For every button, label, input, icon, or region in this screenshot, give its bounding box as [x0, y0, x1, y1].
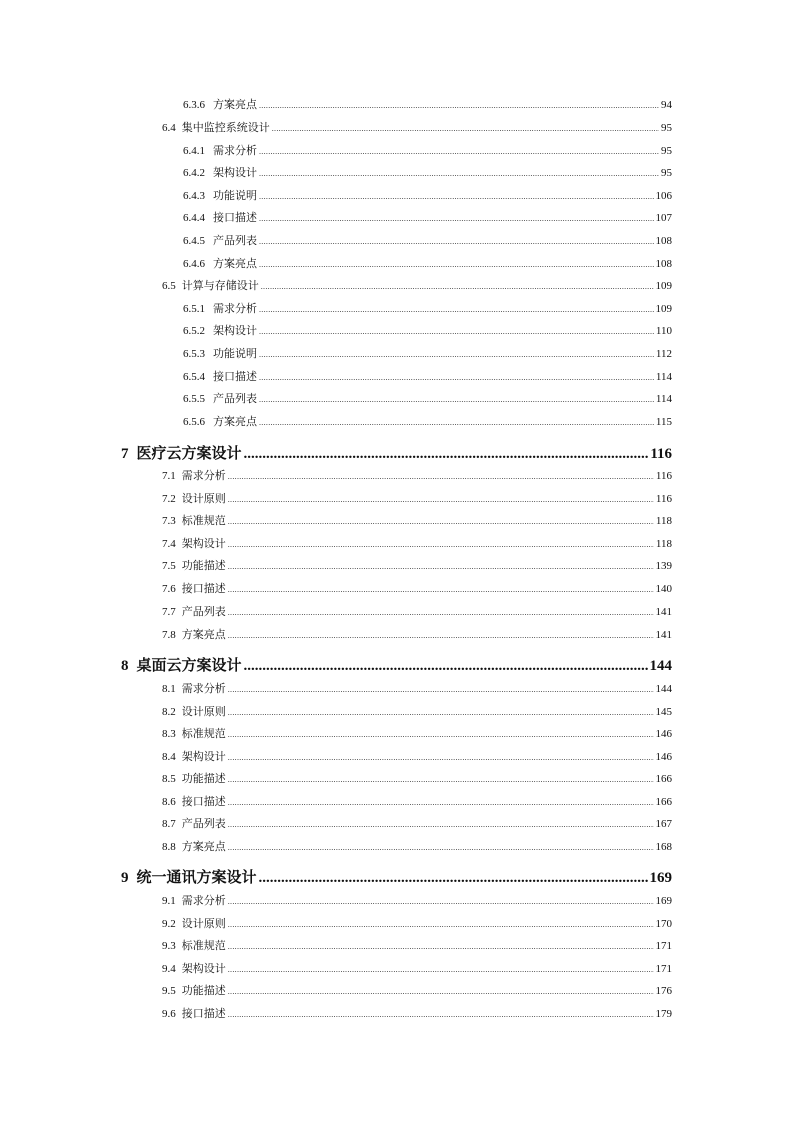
- toc-entry[interactable]: [183, 96, 672, 112]
- toc-entry[interactable]: [162, 815, 672, 831]
- toc-entry[interactable]: [183, 368, 672, 384]
- toc-entry-number: 6.5.4: [183, 371, 205, 383]
- toc-entry[interactable]: [183, 164, 672, 180]
- toc-entry-number: 9.2: [162, 918, 176, 930]
- toc-entry-number: 8.4: [162, 751, 176, 763]
- toc-entry-page: 141: [655, 606, 672, 618]
- toc-entry-number: 6.5.6: [183, 416, 205, 428]
- toc-entry-page: 95: [661, 167, 672, 179]
- toc-entry-number: 6.4.6: [183, 258, 205, 270]
- toc-entry[interactable]: [162, 680, 672, 696]
- toc-entry[interactable]: [162, 277, 672, 293]
- dot-leader: [228, 820, 654, 829]
- toc-entry-title: 桌面云方案设计: [136, 658, 242, 674]
- toc-entry[interactable]: [162, 770, 672, 786]
- toc-entry-title: 接口描述: [181, 796, 226, 808]
- toc-entry-page: 170: [655, 918, 672, 930]
- toc-entry-page: 95: [661, 145, 672, 157]
- toc-entry-page: 112: [655, 348, 672, 360]
- toc-entry-page: 144: [655, 683, 672, 695]
- toc-entry-page: 115: [655, 416, 672, 428]
- toc-entry-title: 需求分析: [181, 895, 226, 907]
- toc-entry-title: 架构设计: [213, 167, 257, 179]
- toc-entry[interactable]: [183, 300, 672, 316]
- dot-leader: [259, 192, 654, 201]
- dot-leader: [259, 237, 654, 246]
- dot-leader: [259, 305, 654, 314]
- dot-leader: [261, 282, 654, 291]
- toc-entry-number: 6.4.4: [183, 212, 205, 224]
- toc-entry-page: 167: [655, 818, 672, 830]
- toc-entry-title: 方案亮点: [181, 841, 226, 853]
- toc-entry-number: 8.5: [162, 773, 176, 785]
- dot-leader: [228, 585, 654, 594]
- toc-entry-title: 产品列表: [181, 606, 226, 618]
- toc-entry[interactable]: [183, 322, 672, 338]
- dot-leader: [228, 562, 654, 571]
- toc-entry-page: 95: [661, 122, 672, 134]
- dot-leader: [259, 260, 654, 269]
- toc-entry-page: 141: [655, 629, 672, 641]
- toc-entry-number: 7.8: [162, 629, 176, 641]
- toc-entry-title: 功能说明: [213, 348, 257, 360]
- toc-entry-title: 产品列表: [213, 393, 257, 405]
- dot-leader: [228, 987, 654, 996]
- toc-entry-title: 计算与存储设计: [181, 280, 259, 292]
- toc-entry-number: 6.5.1: [183, 303, 205, 315]
- toc-entry-page: 106: [655, 190, 672, 202]
- dot-leader: [259, 147, 659, 156]
- toc-entry-title: 功能描述: [181, 773, 226, 785]
- dot-leader: [259, 395, 654, 404]
- toc-entry[interactable]: [162, 490, 672, 506]
- toc-entry[interactable]: [162, 119, 672, 135]
- toc-entry-title: 功能描述: [181, 560, 226, 572]
- toc-entry[interactable]: [162, 626, 672, 642]
- dot-leader: [259, 169, 659, 178]
- dot-leader: [228, 843, 654, 852]
- toc-entry[interactable]: [162, 467, 672, 483]
- toc-entry-page: 169: [649, 870, 672, 886]
- toc-entry-title: 需求分析: [181, 470, 226, 482]
- toc-entry-title: 设计原则: [181, 706, 226, 718]
- toc-entry-title: 方案亮点: [181, 629, 226, 641]
- toc-entry-page: 114: [655, 371, 672, 383]
- toc-entry-page: 179: [655, 1008, 672, 1020]
- toc-entry-title: 需求分析: [213, 303, 257, 315]
- toc-entry-page: 144: [649, 658, 672, 674]
- toc-entry-number: 8.2: [162, 706, 176, 718]
- toc-entry[interactable]: [183, 232, 672, 248]
- toc-entry-number: 7.1: [162, 470, 176, 482]
- toc-entry-number: 7: [121, 446, 129, 462]
- toc-entry-number: 6.4.3: [183, 190, 205, 202]
- toc-entry[interactable]: [162, 603, 672, 619]
- toc-entry-page: 171: [655, 963, 672, 975]
- toc-entry-title: 功能说明: [213, 190, 257, 202]
- dot-leader: [228, 631, 654, 640]
- dot-leader: [228, 608, 654, 617]
- toc-entry-title: 产品列表: [213, 235, 257, 247]
- toc-entry-title: 接口描述: [213, 212, 257, 224]
- toc-entry-page: 118: [655, 515, 672, 527]
- toc-entry-page: 171: [655, 940, 672, 952]
- toc-entry[interactable]: [162, 982, 672, 998]
- toc-entry-number: 8.6: [162, 796, 176, 808]
- toc-entry-title: 需求分析: [181, 683, 226, 695]
- dot-leader: [228, 472, 654, 481]
- toc-entry-number: 7.7: [162, 606, 176, 618]
- toc-entry[interactable]: [162, 1005, 672, 1021]
- toc-entry[interactable]: [162, 580, 672, 596]
- toc-entry-number: 6.4.5: [183, 235, 205, 247]
- toc-entry[interactable]: [162, 557, 672, 573]
- toc-entry[interactable]: [121, 442, 672, 463]
- toc-entry[interactable]: [162, 915, 672, 931]
- toc-entry[interactable]: [162, 937, 672, 953]
- toc-entry-number: 6.4: [162, 122, 176, 134]
- toc-entry[interactable]: [183, 255, 672, 271]
- toc-entry[interactable]: [162, 838, 672, 854]
- toc-entry-page: 109: [655, 303, 672, 315]
- toc-entry[interactable]: [162, 725, 672, 741]
- dot-leader: [228, 775, 654, 784]
- toc-entry-page: 146: [655, 728, 672, 740]
- toc-entry-number: 6.4.1: [183, 145, 205, 157]
- toc-entry-title: 方案亮点: [213, 99, 257, 111]
- toc-entry-title: 标准规范: [181, 940, 226, 952]
- toc-entry-page: 114: [655, 393, 672, 405]
- toc-entry-title: 接口描述: [181, 583, 226, 595]
- dot-leader: [228, 517, 654, 526]
- toc-entry-page: 176: [655, 985, 672, 997]
- toc-entry-number: 6.5.3: [183, 348, 205, 360]
- dot-leader: [244, 446, 649, 463]
- dot-leader: [259, 327, 654, 336]
- toc-entry[interactable]: [162, 960, 672, 976]
- toc-entry-title: 接口描述: [181, 1008, 226, 1020]
- toc-entry-title: 架构设计: [181, 538, 226, 550]
- toc-entry-number: 6.3.6: [183, 99, 205, 111]
- toc-entry[interactable]: [162, 793, 672, 809]
- dot-leader: [228, 965, 654, 974]
- toc-entry-title: 架构设计: [181, 963, 226, 975]
- dot-leader: [259, 214, 654, 223]
- toc-entry-title: 设计原则: [181, 493, 226, 505]
- toc-entry[interactable]: [162, 512, 672, 528]
- toc-entry-page: 94: [661, 99, 672, 111]
- toc-entry-page: 166: [655, 773, 672, 785]
- toc-entry-page: 139: [655, 560, 672, 572]
- toc-entry-title: 集中监控系统设计: [181, 122, 270, 134]
- dot-leader: [228, 1010, 654, 1019]
- toc-entry-number: 7.3: [162, 515, 176, 527]
- toc-entry[interactable]: [162, 703, 672, 719]
- dot-leader: [228, 685, 654, 694]
- toc-entry-title: 标准规范: [181, 728, 226, 740]
- toc-entry-number: 6.5: [162, 280, 176, 292]
- toc-entry-title: 设计原则: [181, 918, 226, 930]
- toc-entry-number: 8.7: [162, 818, 176, 830]
- toc-entry-title: 方案亮点: [213, 416, 257, 428]
- toc-entry-number: 9.4: [162, 963, 176, 975]
- toc-entry-page: 107: [655, 212, 672, 224]
- toc-entry-title: 标准规范: [181, 515, 226, 527]
- dot-leader: [228, 540, 654, 549]
- toc-entry-number: 6.4.2: [183, 167, 205, 179]
- toc-entry-page: 116: [655, 493, 672, 505]
- dot-leader: [259, 101, 659, 110]
- toc-entry-number: 8.3: [162, 728, 176, 740]
- toc-entry-page: 146: [655, 751, 672, 763]
- toc-entry-page: 140: [655, 583, 672, 595]
- toc-entry-title: 需求分析: [213, 145, 257, 157]
- toc-entry[interactable]: [183, 390, 672, 406]
- dot-leader: [228, 920, 654, 929]
- toc-entry-page: 169: [655, 895, 672, 907]
- toc-entry-number: 9.6: [162, 1008, 176, 1020]
- toc-entry-title: 架构设计: [181, 751, 226, 763]
- dot-leader: [228, 495, 654, 504]
- toc-entry-number: 6.5.5: [183, 393, 205, 405]
- toc-entry-number: 8.1: [162, 683, 176, 695]
- toc-entry-number: 8.8: [162, 841, 176, 853]
- toc-entry-title: 架构设计: [213, 325, 257, 337]
- toc-entry-page: 109: [655, 280, 672, 292]
- toc-entry-page: 118: [655, 538, 672, 550]
- toc-entry-page: 116: [655, 470, 672, 482]
- toc-entry-number: 7.5: [162, 560, 176, 572]
- dot-leader: [244, 658, 648, 675]
- toc-entry-number: 8: [121, 658, 129, 674]
- dot-leader: [259, 418, 654, 427]
- toc-entry[interactable]: [183, 209, 672, 225]
- toc-entry[interactable]: [121, 866, 672, 887]
- toc-entry[interactable]: [183, 413, 672, 429]
- toc-entry-title: 方案亮点: [213, 258, 257, 270]
- dot-leader: [228, 730, 654, 739]
- dot-leader: [259, 373, 654, 382]
- dot-leader: [259, 870, 648, 887]
- dot-leader: [228, 897, 654, 906]
- toc-entry-page: 166: [655, 796, 672, 808]
- dot-leader: [272, 124, 659, 133]
- toc-entry-page: 168: [655, 841, 672, 853]
- toc-entry[interactable]: [121, 654, 672, 675]
- dot-leader: [259, 350, 654, 359]
- toc-entry-number: 6.5.2: [183, 325, 205, 337]
- toc-entry-title: 统一通讯方案设计: [136, 870, 257, 886]
- dot-leader: [228, 798, 654, 807]
- toc-entry-title: 接口描述: [213, 371, 257, 383]
- dot-leader: [228, 942, 654, 951]
- toc-entry[interactable]: [183, 142, 672, 158]
- toc-entry[interactable]: [183, 187, 672, 203]
- dot-leader: [228, 753, 654, 762]
- toc-entry-number: 9.1: [162, 895, 176, 907]
- toc-entry-page: 145: [655, 706, 672, 718]
- toc-entry-page: 108: [655, 258, 672, 270]
- toc-entry-number: 9.3: [162, 940, 176, 952]
- toc-entry-number: 7.2: [162, 493, 176, 505]
- toc-entry[interactable]: [162, 748, 672, 764]
- toc-entry-title: 产品列表: [181, 818, 226, 830]
- toc-entry[interactable]: [183, 345, 672, 361]
- toc-entry-title: 医疗云方案设计: [136, 446, 242, 462]
- toc-entry[interactable]: [162, 892, 672, 908]
- toc-entry-title: 功能描述: [181, 985, 226, 997]
- toc-entry[interactable]: [162, 535, 672, 551]
- toc-entry-number: 9.5: [162, 985, 176, 997]
- toc-entry-page: 116: [650, 446, 672, 462]
- toc-entry-number: 9: [121, 870, 129, 886]
- toc-entry-page: 110: [655, 325, 672, 337]
- toc-entry-number: 7.4: [162, 538, 176, 550]
- dot-leader: [228, 708, 654, 717]
- toc-entry-number: 7.6: [162, 583, 176, 595]
- toc-entry-page: 108: [655, 235, 672, 247]
